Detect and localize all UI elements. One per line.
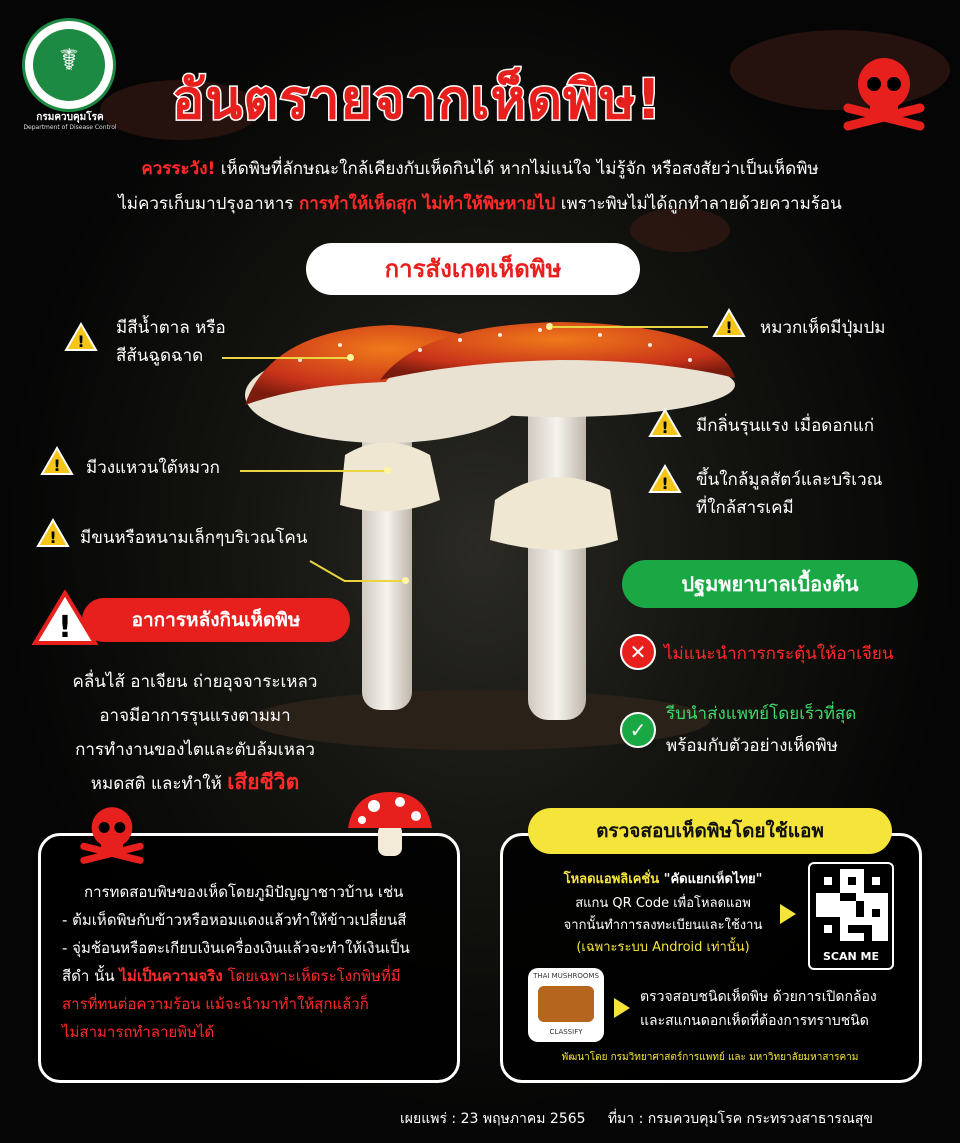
folk-line-4-a: สีดำ นั้น [62, 967, 115, 985]
symptom-line-3: การทำงานของไตและตับล้มเหลว [75, 740, 315, 760]
warning-icon [648, 464, 682, 494]
app-line-4: (เฉพาะระบบ Android เท่านั้น) [576, 940, 750, 955]
intro-warning: ควรระวัง! [141, 159, 216, 179]
footer [400, 1108, 873, 1130]
warning-icon [40, 446, 74, 476]
arrow-right-icon [780, 904, 796, 924]
qr-code[interactable] [816, 869, 888, 941]
page-title: อันตรายจากเห็ดพิษ! [172, 68, 662, 131]
observe-title: การสังเกตเห็ดพิษ [306, 243, 640, 295]
folk-line-6: ไม่สามารถทำลายพิษได้ [62, 1023, 215, 1041]
publish-date: เผยแพร่ : 23 พฤษภาคม 2565 [400, 1111, 586, 1127]
app-credit: พัฒนาโดย กรมวิทยาศาสตร์การแพทย์ และ มหาวิทยาลัยมหาสารคาม [561, 1052, 859, 1063]
app-line-3: จากนั้นทำการลงทะเบียนและใช้งาน [563, 918, 763, 933]
observe-left-3: มีวงแหวนใต้หมวก [86, 458, 220, 478]
intro-line-2 [0, 190, 960, 217]
app-icon[interactable] [528, 968, 604, 1042]
observe-left-1: มีสีน้ำตาล หรือ [116, 318, 226, 338]
scan-me-label: SCAN ME [822, 950, 879, 963]
observe-right-1: หมวกเห็ดมีปุ่มปม [760, 318, 886, 338]
first-aid-do-2: พร้อมกับตัวอย่างเห็ดพิษ [666, 736, 838, 756]
check-icon: ✓ [620, 712, 656, 748]
ministry-logo: ☤ [22, 18, 116, 112]
warning-icon [712, 308, 746, 338]
symptom-line-1: คลื่นไส้ อาเจียน ถ่ายอุจจาระเหลว [72, 672, 318, 692]
mushroom-icon [344, 788, 436, 860]
arrow-right-icon [614, 998, 630, 1018]
svg-text:!: ! [58, 610, 72, 645]
symptom-line-2: อาจมีอาการรุนแรงตามมา [99, 706, 291, 726]
folk-line-4-red: โดยเฉพาะเห็ดระโงกพิษที่มี [227, 967, 401, 985]
app-title: ตรวจสอบเห็ดพิษโดยใช้แอพ [528, 808, 892, 854]
app-check-1: ตรวจสอบชนิดเห็ดพิษ ด้วยการเปิดกล้อง [640, 989, 877, 1005]
folk-intro: การทดสอบพิษของเห็ดโดยภูมิปัญญาชาวบ้าน เช่น [84, 883, 404, 901]
app-check-2: และสแกนดอกเห็ดที่ต้องการทราบชนิด [640, 1013, 869, 1029]
symptom-line-4-prefix: หมดสติ และทำให้ [90, 774, 222, 794]
intro-line-1-text: เห็ดพิษที่ลักษณะใกล้เคียงกับเห็ดกินได้ หากไม่แน่ใจ ไม่รู้จัก หรือสงสัยว่าเป็นเห็ดพิษ [220, 159, 819, 179]
mushroom-basket-icon [538, 986, 594, 1022]
symptom-death: เสียชีวิต [227, 770, 300, 794]
skull-crossbones-icon [838, 50, 930, 132]
app-icon-bottom-text: CLASSIFY [549, 1028, 583, 1036]
intro-line-2-red: การทำให้เห็ดสุก ไม่ทำให้พิษหายไป [298, 194, 556, 214]
intro-line-2-a: ไม่ควรเก็บมาปรุงอาหาร [118, 194, 294, 214]
observe-right-2: มีกลิ่นรุนแรง เมื่อดอกแก่ [696, 416, 875, 436]
warning-icon [32, 590, 98, 646]
app-name: "คัดแยกเห็ดไทย" [663, 872, 763, 887]
svg-text:!: ! [661, 474, 669, 493]
source: ที่มา : กรมควบคุมโรค กระทรวงสาธารณสุข [607, 1111, 873, 1127]
folk-not-true: ไม่เป็นความจริง [119, 967, 223, 985]
svg-text:!: ! [53, 456, 61, 475]
first-aid-title: ปฐมพยาบาลเบื้องต้น [622, 560, 918, 608]
svg-text:!: ! [77, 332, 85, 351]
observe-right-4: ที่ใกล้สารเคมี [696, 498, 794, 518]
logo-name: กรมควบคุมโรค [36, 112, 104, 123]
folk-item-2: - จุ่มช้อนหรือตะเกียบเงินเครื่องเงินแล้วจะทำให้เงินเป็น [62, 939, 410, 957]
logo-english-name: Department of Disease Control [23, 124, 117, 131]
warning-icon [648, 408, 682, 438]
app-line-1 [528, 868, 798, 889]
intro-line-2-b: เพราะพิษไม่ได้ถูกทำลายด้วยความร้อน [560, 194, 842, 214]
warning-icon [36, 518, 70, 548]
observe-right-3: ขึ้นใกล้มูลสัตว์และบริเวณ [696, 470, 883, 490]
folk-item-1: - ต้มเห็ดพิษกับข้าวหรือหอมแดงแล้วทำให้ข้าวเปลี่ยนสี [62, 911, 407, 929]
cross-icon: ✕ [620, 634, 656, 670]
symptoms-title: อาการหลังกินเห็ดพิษ [82, 598, 350, 642]
observe-left-4: มีขนหรือหนามเล็กๆบริเวณโคน [80, 528, 308, 548]
folk-line-5: สารที่ทนต่อความร้อน แม้จะนำมาทำให้สุกแล้วก็ [62, 995, 369, 1013]
folk-line-4 [62, 962, 401, 990]
app-line-2: สแกน QR Code เพื่อโหลดแอพ [575, 896, 751, 911]
observe-left-2: สีส้นฉูดฉาด [116, 346, 204, 366]
intro-line-1 [0, 155, 960, 182]
svg-text:!: ! [49, 528, 57, 547]
warning-icon [64, 322, 98, 352]
app-icon-top-text: THAI MUSHROOMS [533, 972, 599, 980]
svg-text:!: ! [725, 318, 733, 337]
symptom-line-4 [40, 766, 350, 799]
svg-text:!: ! [661, 418, 669, 437]
first-aid-do-1: รีบนำส่งแพทย์โดยเร็วที่สุด [666, 704, 857, 724]
skull-crossbones-icon [76, 800, 148, 866]
app-line-1-a: โหลดแอพลิเคชั่น [563, 872, 660, 887]
first-aid-dont: ไม่แนะนำการกระตุ้นให้อาเจียน [664, 644, 894, 664]
